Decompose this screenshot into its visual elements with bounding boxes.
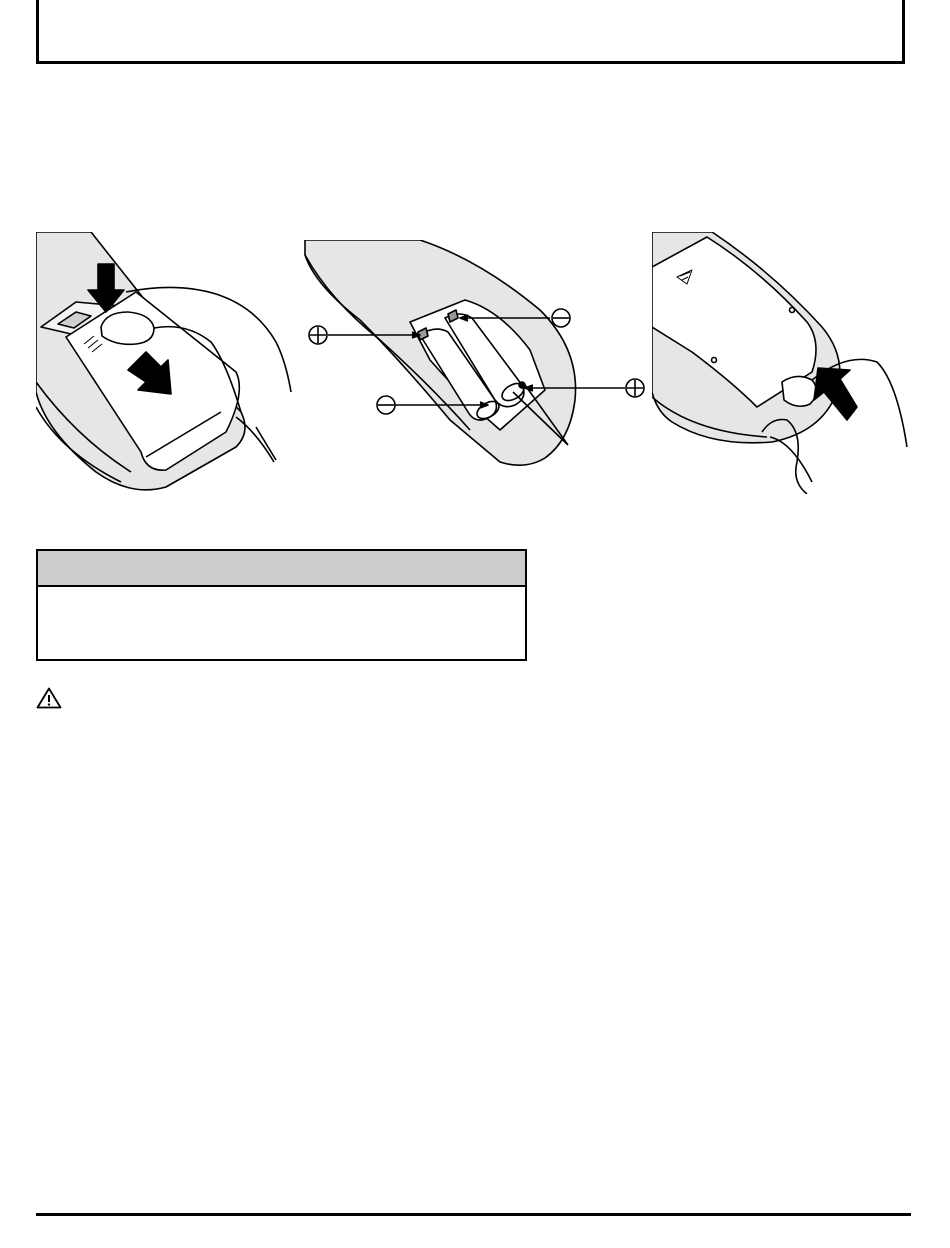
note-header bbox=[38, 551, 525, 587]
insert-batteries-illustration bbox=[300, 240, 650, 470]
footer-rule bbox=[36, 1213, 911, 1216]
close-battery-cover-illustration bbox=[652, 232, 914, 494]
page-title-box bbox=[36, 0, 905, 64]
note-box bbox=[36, 549, 527, 661]
open-battery-cover-illustration bbox=[36, 232, 298, 494]
warning-triangle-icon bbox=[36, 687, 62, 709]
